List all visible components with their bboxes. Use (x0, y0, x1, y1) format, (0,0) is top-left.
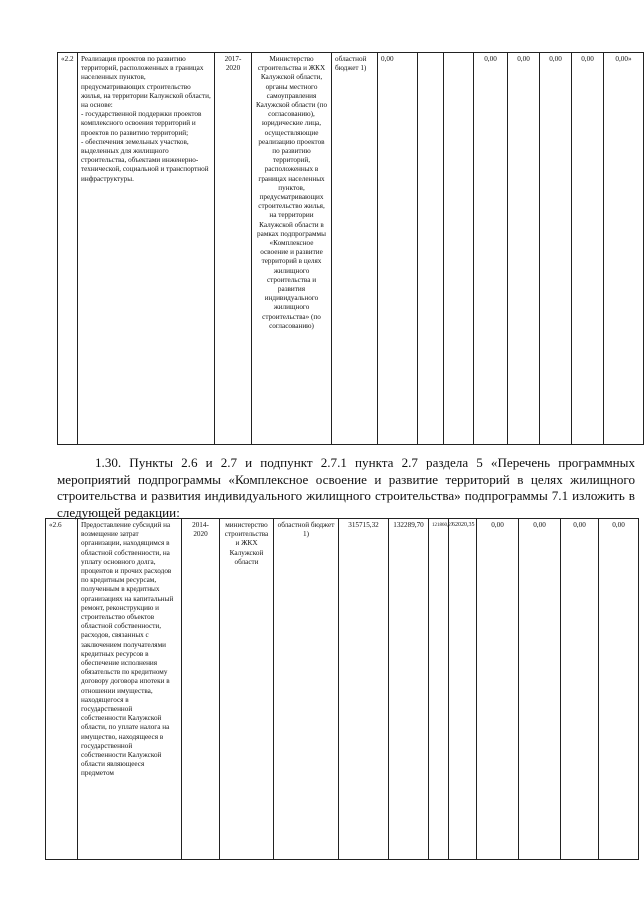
amount-cell: 0,00 (561, 519, 599, 860)
years: 2014-2020 (182, 519, 220, 860)
table-row (46, 519, 639, 860)
years: 2017-2020 (215, 53, 252, 445)
amount-cell (444, 53, 474, 445)
amount-cell: 132289,70 (389, 519, 429, 860)
table-row (58, 53, 644, 445)
activity-name: Реализация проектов по развитию территорий, расположенных в границах населенных пунктов, предусматривающих строительство жилья, на территории Калужской области, на основе: - государственной поддержки проектов комплексного освоения территорий и проектов по развитию территорий; - обеспечения земельных участков, выделенных для жилищного строительства, объектами инженерно-технической, социальной и транспортной инфраструктуры. (78, 53, 215, 445)
amount-cell: 121860,27 (429, 519, 449, 860)
total-amount: 0,00 (378, 53, 418, 445)
total-amount: 315715,32 (339, 519, 389, 860)
amount-cell (418, 53, 444, 445)
amount-cell: 0,00 (572, 53, 604, 445)
section-heading: 1.30. Пункты 2.6 и 2.7 и подпункт 2.7.1 пункта 2.7 раздела 5 «Перечень программных мероприятий подпрограммы «Комплексное освоение и развитие территорий в целях жилищного строительства и развития индивидуального жилищного строительства» подпрограммы 7.1 изложить в следующей редакции: (57, 455, 635, 520)
funding-source: областной бюджет 1) (332, 53, 378, 445)
program-table-bottom (45, 518, 639, 860)
funding-source: областной бюджет 1) (274, 519, 339, 860)
amount-cell: 0,00» (604, 53, 644, 445)
amount-cell: 0,00 (474, 53, 508, 445)
amount-cell: 0,00 (477, 519, 519, 860)
amount-cell: 0,00 (519, 519, 561, 860)
amount-cell: 0,00 (599, 519, 639, 860)
row-number: «2.2 (58, 53, 78, 445)
row-number: «2.6 (46, 519, 78, 860)
executor: министерство строительства и ЖКХ Калужской области (220, 519, 274, 860)
program-table-top (57, 52, 644, 445)
amount-cell: 0,00 (540, 53, 572, 445)
activity-name: Предоставление субсидий на возмещение затрат организации, находящимся в областной собственности, на уплату основного долга, процентов и прочих расходов по кредитным ресурсам, полученным в кредитных организациях на капитальный ремонт, реконструкцию и строительство объектов областной собственности, расходов, связанных с заключением получателями кредитных ресурсов в обеспечение исполнения обязательств по кредитному договору договора ипотеки в отношении имущества, находящегося в государственной собственности Калужской области, по уплате налога на имущество, находящееся в государственной собственности Калужской области являющееся предметом (78, 519, 182, 860)
amount-cell: 0,00 (508, 53, 540, 445)
executor: Министерство строительства и ЖКХ Калужской области, органы местного самоуправления Калужской области (по согласованию), юридические лица, осуществляющие реализацию проектов по развитию территорий, расположенных в границах населенных пунктов, предусматривающих строительство жилья, на территории Калужской области в рамках подпрограммы «Комплексное освоение и развитие территорий в целях жилищного строительства и развития индивидуального жилищного строительства» (по согласованию) (252, 53, 332, 445)
amount-cell: 62020,35 (449, 519, 477, 860)
